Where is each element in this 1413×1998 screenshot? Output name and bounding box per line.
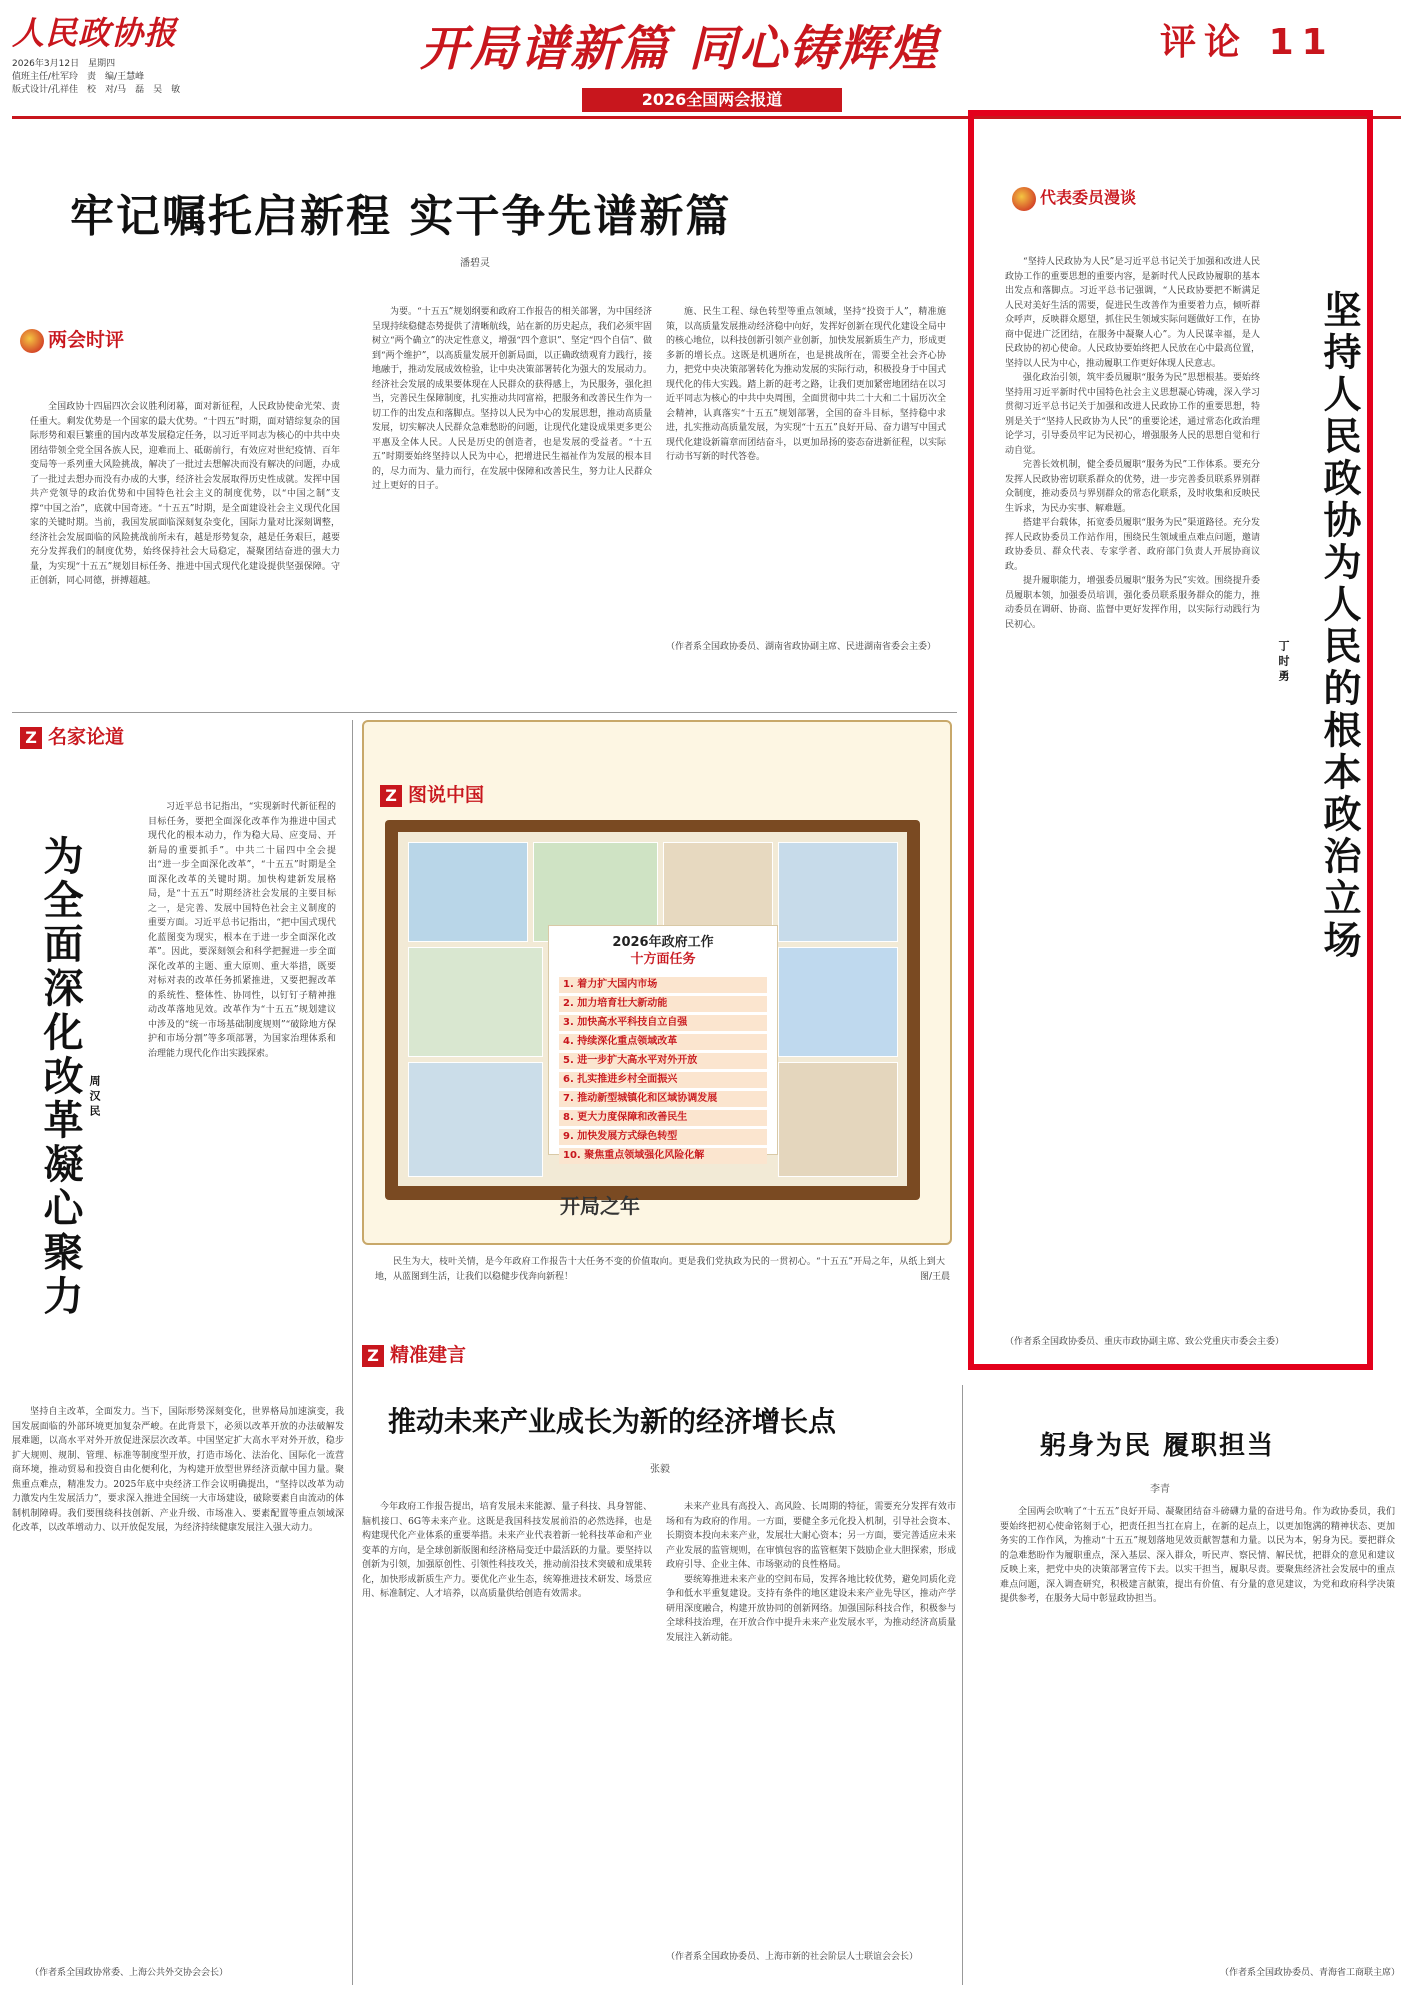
- z-icon: Z: [380, 785, 402, 807]
- task-item: 7. 推动新型城镇化和区域协调发展: [559, 1091, 767, 1107]
- newspaper-logo: 人民政协报: [12, 14, 178, 52]
- divider: [12, 712, 957, 713]
- task-item: 5. 进一步扩大高水平对外开放: [559, 1053, 767, 1069]
- lead-col1: 全国政协十四届四次会议胜利闭幕，面对新征程，人民政协使命光荣、责任重大。剩发优势是一个国家的最大优势。“十四五”时期，面对错综复杂的国际形势和艰巨繁重的国内改革发展稳定任务，以习近平同志为核心的中共中央团结带领全党全国各族人民，迎难而上、砥砺前行，有效应对世纪疫情、百年变局等一系列重大风险挑战，解决了一批过去想解决而没有解决的问题，办成了一批过去想办而没有办成的大事，经济社会发展取得历史性成就。发挥中国共产党领导的政治优势和中国特色社会主义的制度优势，以“中国之制”支撑“中国之治”，底就中国奇迹。“十五五”时期，是全面建设社会主义现代化国家的关键时期。当前，我国发展面临深刻复杂变化，国际力量对比深刻调整，经济社会发展面临的风险挑战前所未有，越是形势复杂，越是任务艰巨，越要充分发挥我们的制度优势，始终保持社会大局稳定，凝聚团结奋进的强大力量，为实现“十五五”规划目标任务、推进中国式现代化建设提供坚强保障。守正创新，同心同德，拼搏超越。: [30, 402, 340, 586]
- masthead-meta: [12, 58, 180, 97]
- issue-date: 2026年3月12日 星期四: [12, 59, 116, 69]
- lead-col3: 施、民生工程、绿色转型等重点领域，坚持“投资于人”，精准施策，以高质量发展推动经济稳中向好，发挥好创新在现代化建设全局中的核心地位，以科技创新引领产业创新，加快发展新质生产力，形成更多新的增长点。这既是机遇所在，也是挑战所在，需要全社会齐心协力，把党中央决策部署转化为推动发展的实际行动，积极投身于中国式现代化的伟大实践。踏上新的赶考之路，让我们更加紧密地团结在以习近平同志为核心的中共中央周围，全面贯彻中共二十大和二十届历次全会精神，认真落实“十五五”规划部署，全国的奋斗目标，坚持稳中求进，扎实推动高质量发展，为实现“十五五”良好开局、奋力谱写中国式现代化建设新篇章而团结奋斗，以更加昂扬的姿态奋进新征程，以实际行动书写新的时代答卷。: [666, 307, 946, 462]
- header-slogan: 开局谱新篇 同心铸辉煌: [420, 21, 939, 77]
- design-line: 版式设计/孔祥佳 校 对/马 磊 吴 敏: [12, 85, 181, 95]
- illustration-tile: [408, 1062, 543, 1177]
- lead-title: 牢记嘱托启新程 实干争先谱新篇: [70, 191, 732, 242]
- divider: [962, 1385, 963, 1985]
- task-item: 6. 扎实推进乡村全面振兴: [559, 1072, 767, 1088]
- task-item: 4. 持续深化重点领域改革: [559, 1034, 767, 1050]
- z-icon: Z: [20, 727, 42, 749]
- side-sign: （作者系全国政协委员、青海省工商联主席）: [1219, 1968, 1400, 1978]
- page-number: 11: [1268, 22, 1335, 63]
- task-item: 3. 加快高水平科技自立自强: [559, 1015, 767, 1031]
- advice-title: 推动未来产业成长为新的经济增长点: [388, 1405, 837, 1438]
- emblem-icon: [1012, 187, 1036, 211]
- picture-caption: 民生为大，枝叶关情，是今年政府工作报告十大任务不变的价值取向。更是我们党执政为民的一贯初心。“十五五”开局之年，从纸上到大地，从蓝图到生活，让我们以稳健步伐奔向新程！: [375, 1257, 945, 1282]
- lead-sign: （作者系全国政协委员、湖南省政协副主席、民进湖南省委会主委）: [666, 642, 937, 652]
- side-author: 李青: [1150, 1484, 1170, 1495]
- board-title: 2026年政府工作: [612, 935, 714, 950]
- talk-title: 坚持人民政协为人民的根本政治立场: [1317, 290, 1362, 962]
- editor-line: 值班主任/杜军玲 责 编/王慧峰: [12, 72, 145, 82]
- advice-author: 张毅: [650, 1464, 670, 1475]
- famous-col-right: 习近平总书记指出，“实现新时代新征程的目标任务，要把全面深化改革作为推进中国式现代化的根本动力，作为稳大局、应变局、开新局的重要抓手”。中共二十届四中全会提出“进一步全面深化改革”，“十五五”时期是全面深化改革的关键时期。加快构建新发展格局，是“十五五”时期经济社会发展的主要目标之一，是完善、发展中国特色社会主义制度的重要方面。习近平总书记指出，“把中国式现代化蓝图变为现实，根本在于进一步全面深化改革”。因此，要深刻领会和科学把握进一步全面深化改革的主题、重大原则、重大举措，既要对标对表的改革任务抓紧推进，又要把握改革的系统性、整体性、协同性，以钉钉子精神推动改革落地见效。改革作为“十五五”规划建议中涉及的“统一市场基础制度规则”“破除地方保护和市场分割”等多项部署，为国家治理体系和治理能力现代化作出实践探索。: [148, 802, 336, 1059]
- side-title: 躬身为民 履职担当: [1040, 1431, 1276, 1461]
- famous-sign: （作者系全国政协常委、上海公共外交协会会长）: [30, 1968, 229, 1978]
- task-item: 10. 聚焦重点领域强化风险化解: [559, 1148, 767, 1164]
- talk-sign: （作者系全国政协委员、重庆市政协副主席、致公党重庆市委会主委）: [1005, 1337, 1285, 1347]
- divider: [352, 720, 353, 1985]
- talk-column-head: 代表委员漫谈: [1012, 185, 1136, 211]
- illustration-tile: [778, 1062, 898, 1177]
- task-item: 8. 更大力度保障和改善民生: [559, 1110, 767, 1126]
- task-list-card: [548, 925, 778, 1161]
- illustration-tile: [408, 947, 543, 1057]
- emblem-icon: [20, 329, 44, 353]
- board-caption-title: 开局之年: [560, 1194, 640, 1218]
- famous-title: 为全面深化改革凝心聚力: [37, 835, 84, 1319]
- picture-credit: 图/王晨: [919, 1272, 950, 1282]
- section-name: 评论: [1160, 22, 1249, 63]
- lead-column-head: 两会时评: [20, 325, 124, 353]
- talk-author: 丁时勇: [1277, 640, 1290, 685]
- board-subtitle: 十方面任务: [630, 952, 696, 967]
- illustration-tile: [778, 947, 898, 1057]
- famous-col-bottom: 坚持自主改革，全面发力。当下，国际形势深刻变化，世界格局加速演变，我国发展面临的外部环境更加复杂严峻。在此背景下，必须以改革开放的办法破解发展难题，以高水平对外开放促进深层次改革。中国坚定扩大高水平对外开放，稳步扩大规则、规制、管理、标准等制度型开放，打造市场化、法治化、国际化一流营商环境，推动贸易和投资自由化便利化，为构建开放型世界经济贡献中国力量。聚焦重点难点，精准发力。2025年底中央经济工作会议明确提出，“坚持以改革为动力激发内生发展活力”，要求深入推进全国统一大市场建设，破除要素自由流动的体制机制障碍。我们要围绕科技创新、产业升级、市场准入、要素配置等重点领域深化改革，以改革增动力、以开放促发展，为经济持续健康发展注入强大动力。: [12, 1407, 344, 1533]
- famous-column-head: Z 名家论道: [20, 722, 124, 749]
- illustration-tile: [408, 842, 528, 942]
- picture-column-head: Z 图说中国: [380, 780, 484, 807]
- illustration-tile: [778, 842, 898, 942]
- task-item: 2. 加力培育壮大新动能: [559, 996, 767, 1012]
- talk-body: “坚持人民政协为人民”是习近平总书记关于加强和改进人民政协工作的重要思想的重要内容，是新时代人民政协履职的基本出发点和落脚点。习近平总书记强调，“人民政协要把不断满足人民对美好生活的需要，促进民生改善作为重要着力点，倾听群众呼声，反映群众愿望，抓住民生领域实际问题做好工作，在协商中促进广泛团结，在服务中凝聚人心”。为人民谋幸福，是人民政协的初心使命。人民政协要始终把人民放在心中最高位置，坚持以人民为中心，推动履职工作更好体现人民意志。 强化政治引领，筑牢委员履职“服务为民”思想根基。要始终坚持用习近平新时代中国特色社会主义思想凝心铸魂，深入学习贯彻习近平总书记关于加强和改进人民政协工作的重要思想，特别是关于“坚持人民政协为人民”的重要论述，通过常态化政治理论学习，引导委员牢记为民初心，增强服务人民的思想自觉和行动自觉。 完善长效机制，健全委员履职“服务为民”工作体系。要充分发挥人民政协密切联系群众的优势，进一步完善委员联系界别群众制度，推动委员与界别群众的常态化联系，及时收集和反映民生诉求，为民办实事、解难题。 搭建平台载体，拓宽委员履职“服务为民”渠道路径。充分发挥人民政协委员工作站作用，围绕民生领域重点难点问题，邀请政协委员、群众代表、专家学者、政府部门负责人开展协商议政。 提升履职能力，增强委员履职“服务为民”实效。围绕提升委员履职本领，加强委员培训，强化委员联系服务群众的能力，推动委员在调研、协商、监督中更好发挥作用，以实际行动践行为民初心。: [1005, 257, 1260, 630]
- advice-col1: 今年政府工作报告提出，培育发展未来能源、量子科技、具身智能、脑机接口、6G等未来产业。这既是我国科技发展前沿的必然选择，也是构建现代化产业体系的重要举措。未来产业代表着新一轮科技革命和产业变革的方向，是全球创新版图和经济格局变迁中最活跃的力量。要坚持以创新为引领，加强原创性、引领性科技攻关，推动前沿技术突破和成果转化，加快形成新质生产力。要优化产业生态，统筹推进技术研发、场景应用、标准制定、人才培养，以高质量供给创造有效需求。: [362, 1502, 652, 1599]
- task-item: 9. 加快发展方式绿色转型: [559, 1129, 767, 1145]
- lead-author: 潘碧灵: [460, 258, 490, 269]
- lead-col2: 为要。“十五五”规划纲要和政府工作报告的相关部署，为中国经济呈现持续稳健态势提供了清晰航线，站在新的历史起点，我们必须牢固树立“两个确立”的决定性意义，增强“四个意识”、坚定“四个自信”、做到“两个维护”，以高质量发展开创新局面，以正确政绩观育力践行，接地融于，推动发展成效检验，让中央决策部署转化为强大的发展动力。经济社会发展的成果要体现在人民群众的获得感上，为民服务，强化担当，完善民生保障制度，扎实推动共同富裕，把服务和改善民生作为一切工作的出发点和落脚点。坚持以人民为中心的发展思想，推动高质量发展，切实解决人民群众急难愁盼的问题，让现代化建设成果更多更公平惠及全体人民。人民是历史的创造者，也是发展的受益者。“十五五”时期要始终坚持以人民为中心，把增进民生福祉作为发展的根本目的，尽力而为、量力而行，在发展中保障和改善民生，努力让人民群众过上更好的日子。: [372, 307, 652, 491]
- famous-author: 周汉民: [88, 1075, 101, 1120]
- side-body: 全国两会吹响了“十五五”良好开局、凝聚团结奋斗磅礴力量的奋进号角。作为政协委员，我们要始终把初心使命铭刻于心，把责任担当扛在肩上，在新的起点上，以更加饱满的精神状态、更加务实的工作作风，为推动“十五五”规划落地见效贡献智慧和力量。以民为本，躬身为民。要把群众的急难愁盼作为履职重点，深入基层、深入群众，听民声、察民情、解民忧，把群众的意见和建议反映上来，把党中央的决策部署宣传下去。以实干担当，履职尽责。要聚焦经济社会发展中的重点难点问题，深入调查研究，积极建言献策，提出有价值、有分量的意见建议，为党和政府科学决策提供参考，在服务大局中彰显政协担当。: [1000, 1507, 1395, 1604]
- advice-column-head: Z 精准建言: [362, 1340, 466, 1367]
- page-label: [1160, 14, 1335, 65]
- task-item: 1. 着力扩大国内市场: [559, 977, 767, 993]
- advice-sign: （作者系全国政协委员、上海市新的社会阶层人士联谊会会长）: [666, 1952, 919, 1962]
- z-icon: Z: [362, 1345, 384, 1367]
- banner-tag: 2026全国两会报道: [582, 88, 842, 112]
- advice-col2: 未来产业具有高投入、高风险、长周期的特征，需要充分发挥有效市场和有为政府的作用。一方面，要健全多元化投入机制，引导社会资本、长期资本投向未来产业，发展壮大耐心资本；另一方面，要完善适应未来产业发展的监管规则，在审慎包容的监管框架下鼓励企业大胆探索，形成政府引导、企业主体、市场驱动的良性格局。 要统筹推进未来产业的空间布局，发挥各地比较优势，避免同质化竞争和低水平重复建设。支持有条件的地区建设未来产业先导区，推动产学研用深度融合，构建开放协同的创新网络。加强国际科技合作，积极参与全球科技治理，在开放合作中提升未来产业发展水平，为推动经济高质量发展注入新动能。: [666, 1502, 956, 1643]
